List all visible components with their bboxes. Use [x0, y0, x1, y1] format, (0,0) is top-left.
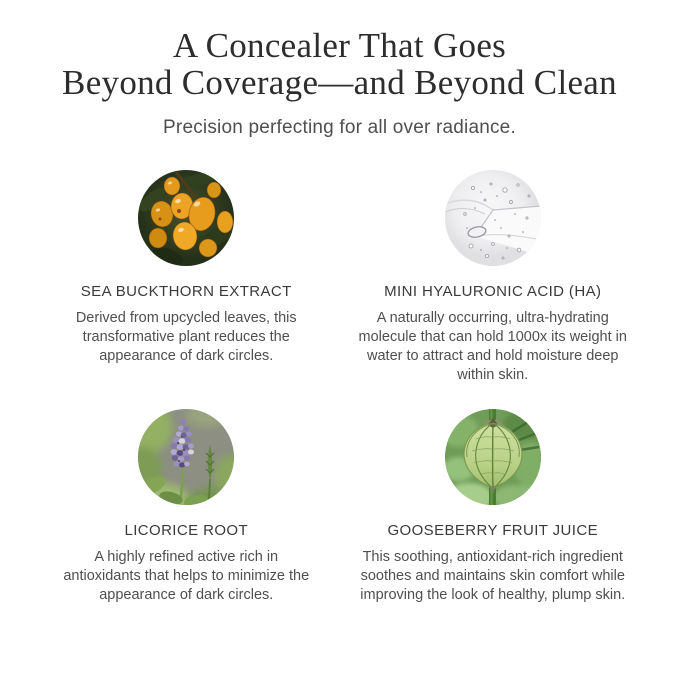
licorice-root-flower-photo: [138, 409, 234, 505]
ingredient-card-sea-buckthorn: [33, 170, 340, 385]
ingredient-title: GOOSEBERRY FRUIT JUICE: [387, 522, 598, 539]
ingredient-description: A highly refined active rich in antioxidants that helps to minimize the appearance of dark circles.: [63, 549, 310, 603]
ingredient-title: SEA BUCKTHORN EXTRACT: [80, 283, 292, 300]
header: [0, 0, 679, 139]
gooseberry-fruit-husk-photo: [445, 409, 541, 505]
hyaluronic-acid-gel-photo: [445, 170, 541, 266]
title-line-1: A Concealer That Goes: [172, 26, 507, 65]
page-title: [0, 27, 679, 101]
ingredient-card-gooseberry: [340, 409, 647, 605]
ingredient-description: This soothing, antioxidant-rich ingredient soothes and maintains skin comfort while improving the look of healthy, plump skin.: [360, 549, 626, 603]
ingredient-card-hyaluronic-acid: [340, 170, 647, 385]
ingredient-title: LICORICE ROOT: [124, 522, 249, 539]
ingredient-description: A naturally occurring, ultra-hydrating molecule that can hold 1000x its weight in water to attract and hold moisture deep within skin.: [358, 310, 627, 383]
ingredient-grid: [33, 170, 646, 605]
title-line-2: Beyond Coverage—and Beyond Clean: [62, 63, 617, 102]
ingredient-card-licorice-root: [33, 409, 340, 605]
page-subtitle: Precision perfecting for all over radiance.: [163, 117, 516, 138]
ingredient-title: MINI HYALURONIC ACID (HA): [384, 283, 602, 300]
sea-buckthorn-berries-photo: [138, 170, 234, 266]
ingredient-description: Derived from upcycled leaves, this transformative plant reduces the appearance of dark circles.: [75, 310, 297, 364]
